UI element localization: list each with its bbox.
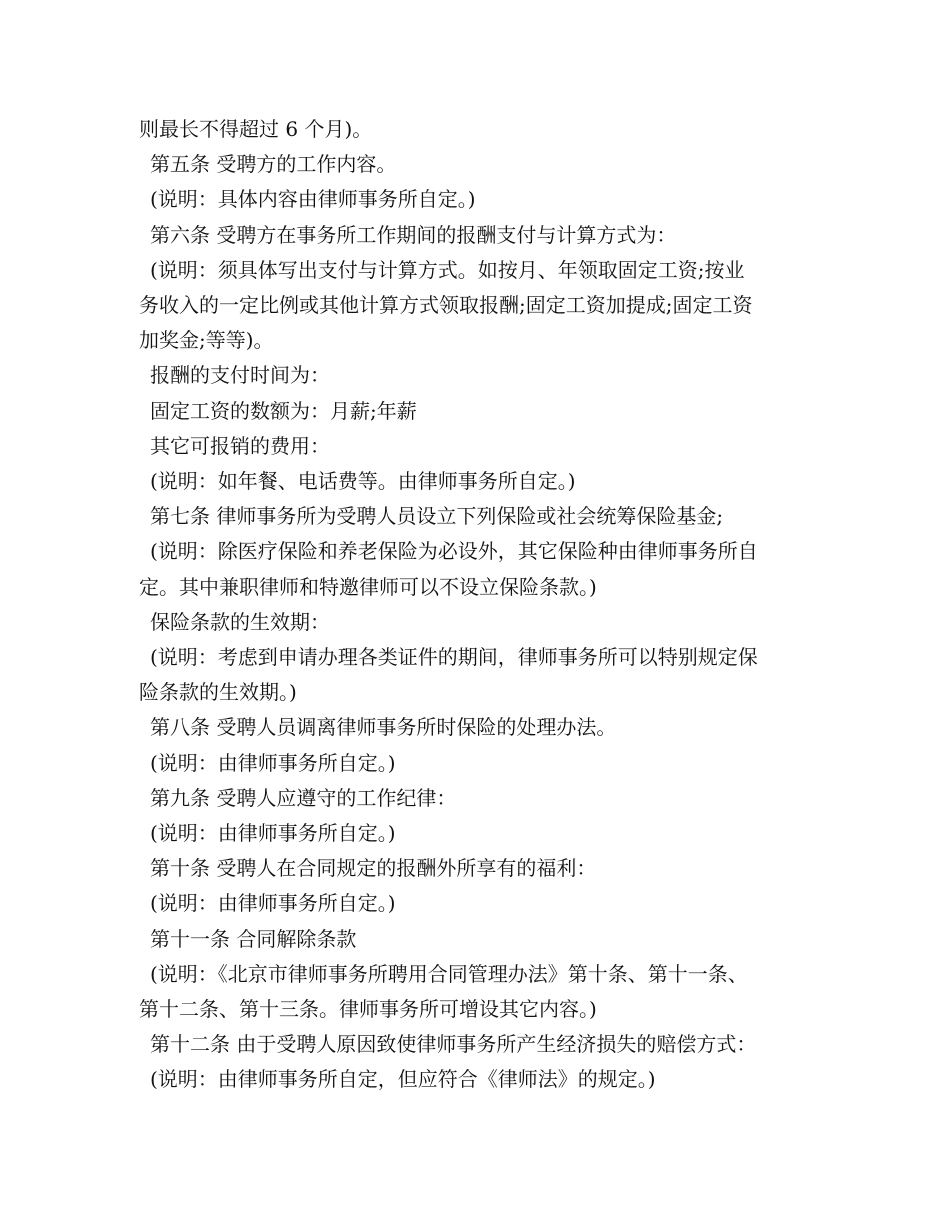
document-line: (说明：考虑到申请办理各类证件的期间，律师事务所可以特别规定保 (150, 645, 758, 670)
document-line: 第六条 受聘方在事务所工作期间的报酬支付与计算方式为： (150, 222, 677, 247)
document-line: (说明：由律师事务所自定，但应符合《律师法》的规定。) (150, 1067, 656, 1092)
document-line: 其它可报销的费用： (150, 433, 330, 458)
document-line: 则最长不得超过 6 个月)。 (139, 117, 373, 141)
document-line: 第十二条 由于受聘人原因致使律师事务所产生经济损失的赔偿方式： (150, 1032, 757, 1057)
document-line: 第十一条 合同解除条款 (150, 926, 357, 951)
document-line: (说明：除医疗保险和养老保险为必设外，其它保险种由律师事务所自 (150, 539, 758, 564)
document-line: 固定工资的数额为：月薪;年薪 (150, 398, 417, 423)
document-line: (说明：如年餐、电话费等。由律师事务所自定。) (150, 469, 576, 494)
document-line: 保险条款的生效期： (150, 609, 330, 634)
document-line: 加奖金;等等)。 (139, 328, 274, 353)
document-line: 务收入的一定比例或其他计算方式领取报酬;固定工资加提成;固定工资 (139, 293, 753, 318)
document-line: (说明：须具体写出支付与计算方式。如按月、年领取固定工资;按业 (150, 257, 745, 282)
document-line: 险条款的生效期。) (139, 680, 297, 705)
document-line: (说明：具体内容由律师事务所自定。) (150, 187, 476, 212)
document-line: (说明：由律师事务所自定。) (150, 891, 396, 916)
document-line: 第十二条、第十三条。律师事务所可增设其它内容。) (139, 997, 597, 1022)
document-line: (说明：《北京市律师事务所聘用合同管理办法》第十条、第十一条、 (150, 961, 748, 986)
document-body (139, 112, 819, 1098)
document-line: 第九条 受聘人应遵守的工作纪律： (150, 785, 457, 810)
document-line: 第五条 受聘方的工作内容。 (150, 152, 397, 177)
document-line: 第八条 受聘人员调离律师事务所时保险的处理办法。 (150, 715, 617, 740)
document-line: 第七条 律师事务所为受聘人员设立下列保险或社会统筹保险基金; (150, 504, 724, 529)
document-line: (说明：由律师事务所自定。) (150, 750, 396, 775)
document-line: (说明：由律师事务所自定。) (150, 821, 396, 846)
document-line: 第十条 受聘人在合同规定的报酬外所享有的福利： (150, 856, 597, 881)
document-line: 定。其中兼职律师和特邀律师可以不设立保险条款。) (139, 574, 597, 599)
document-line: 报酬的支付时间为： (150, 363, 330, 388)
